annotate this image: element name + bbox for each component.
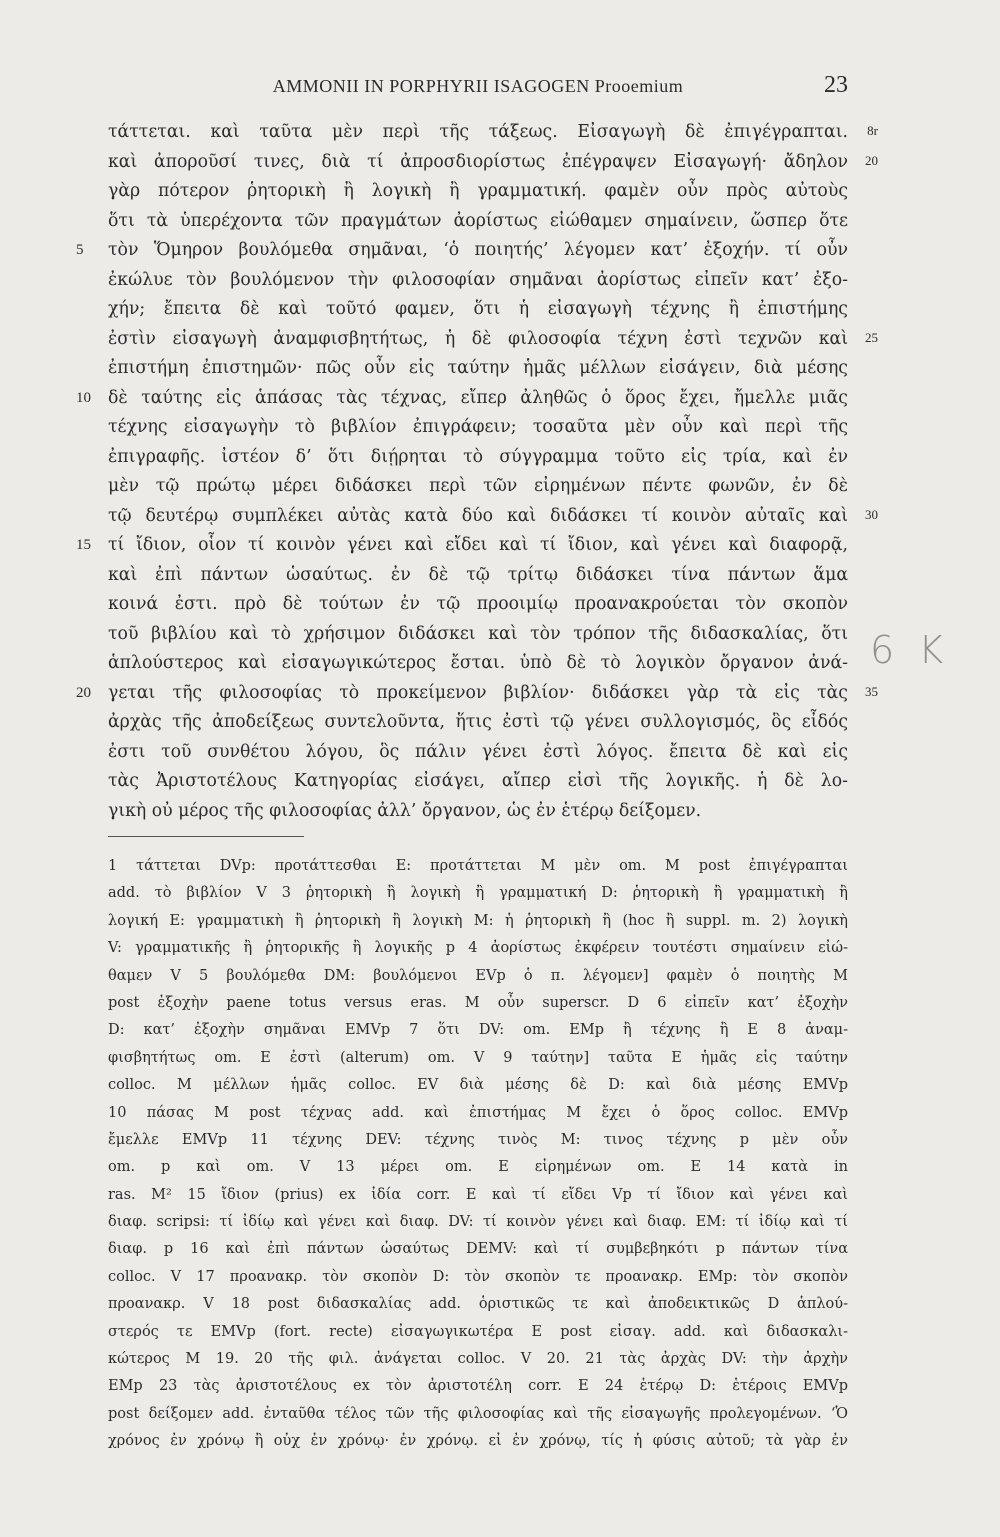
apparatus-line: στερός τε EMVp (fort. recte) εἰσαγωγικωτέρα E post εἰσαγ. add. καὶ διδασκαλι- [108, 1323, 848, 1340]
apparatus-line: ras. M² 15 ἴδιον (prius) ex ἰδία corr. E καὶ τί εἴδει Vp τί ἴδιον καὶ γένει καὶ [108, 1186, 848, 1203]
text-line [76, 384, 848, 414]
text-line [108, 620, 848, 650]
line-text: ἐπιγραφῆς. ἰστέον δ’ ὅτι διῄρηται τὸ σύγγραμμα τοῦτο εἰς τρία, καὶ ἐν [108, 446, 848, 467]
critical-apparatus [108, 853, 848, 1456]
line-text: τὸν Ὅμηρον βουλόμεθα σημᾶναι, ‘ὁ ποιητής’ λέγομεν κατ’ ἐξοχήν. τί οὖν [108, 240, 848, 260]
text-line [108, 767, 848, 797]
apparatus-line: add. τὸ βιβλίον V 3 ῥητορικὴ ἢ λογικὴ ἢ γραμματική D: ῥητορικὴ ἢ γραμματικὴ ἢ [108, 885, 848, 902]
text-line [108, 118, 878, 148]
line-text: γεται τῆς φιλοσοφίας τὸ προκείμενον βιβλίον· διδάσκει γὰρ τὰ εἰς τὰς [108, 682, 848, 703]
apparatus-line: διαφ. p 16 καὶ ἐπὶ πάντων ὡσαύτως DEMV: καὶ τί συμβεβηκότι p πάντων τίνα [108, 1241, 848, 1258]
text-line [108, 472, 848, 502]
text-line [108, 502, 878, 532]
line-number-left: 20 [76, 684, 91, 701]
apparatus-line: ἔμελλε EMVp 11 τέχνης DEV: τέχνης τινὸς M: τινος τέχνης p μὲν οὖν [108, 1131, 848, 1148]
line-text: ἐκώλυε τὸν βουλόμενον τὴν φιλοσοφίαν σημᾶναι ἀορίστως εἰπεῖν κατ’ ἐξο- [108, 269, 848, 290]
apparatus-line: 10 πάσας M post τέχνας add. καὶ ἐπιστήμας M ἔχει ὁ ὅρος colloc. EMVp [108, 1104, 848, 1121]
line-text: καὶ ἐπὶ πάντων ὡσαύτως. ἐν δὲ τῷ τρίτῳ διδάσκει τίνα πάντων ἅμα [108, 564, 848, 585]
apparatus-line: φισβητήτως om. E ἐστὶ (alterum) om. V 9 ταύτην] ταῦτα E ἡμᾶς εἰς ταύτην [108, 1049, 848, 1066]
line-text: τῷ δευτέρῳ συμπλέκει αὐτὰς κατὰ δύο καὶ διδάσκει τί κοινὸν αὐταῖς καὶ [108, 505, 848, 526]
line-number-right: 25 [865, 329, 878, 345]
apparatus-line: διαφ. scripsi: τί ἰδίῳ καὶ γένει καὶ διαφ. DV: τί κοινὸν γένει καὶ διαφ. EM: τί ἰδίῳ καὶ τί [108, 1214, 848, 1231]
apparatus-line: D: κατ’ ἐξοχὴν σημᾶναι EMVp 7 ὅτι DV: om. EMp ἢ τέχνης ἢ E 8 ἀναμ- [108, 1022, 848, 1039]
line-text: κοινά ἐστι. πρὸ δὲ τούτων ἐν τῷ προοιμίῳ προανακρούεται τὸν σκοπὸν [108, 594, 848, 614]
line-text: χήν; ἔπειτα δὲ καὶ τοῦτό φαμεν, ὅτι ἡ εἰσαγωγὴ τέχνης ἢ ἐπιστήμης [108, 299, 848, 319]
text-line [108, 797, 848, 827]
apparatus-line: colloc. V 17 προανακρ. τὸν σκοπὸν D: τὸν σκοπὸν τε προανακρ. EMp: τὸν σκοπὸν [108, 1268, 848, 1285]
text-line [76, 531, 848, 561]
line-text: τὰς Ἀριστοτέλους Κατηγορίας εἰσάγει, αἴπερ εἰσὶ τῆς λογικῆς. ἡ δὲ λο- [108, 771, 848, 791]
line-text: τοῦ βιβλίου καὶ τὸ χρήσιμον διδάσκει καὶ τὸν τρόπον τῆς διδασκαλίας, ὅτι [108, 623, 848, 644]
header-title: AMMONII IN PORPHYRII ISAGOGEN Prooemium [272, 76, 684, 96]
text-line [108, 443, 848, 473]
line-text: ἁπλούστερος καὶ εἰσαγωγικώτερος ἔσται. ὑπὸ δὲ τὸ λογικὸν ὄργανον ἀνά- [108, 653, 848, 673]
text-line [108, 561, 848, 591]
running-header [108, 72, 848, 104]
line-text: ἐστι τοῦ συνθέτου λόγου, ὃς πάλιν γένει ἐστὶ λόγος. ἔπειτα δὲ καὶ εἰς [108, 741, 848, 762]
apparatus-line: colloc. M μέλλων ἡμᾶς colloc. EV διὰ μέσης δὲ D: καὶ διὰ μέσης EMVp [108, 1077, 848, 1094]
line-number-left: 15 [76, 537, 91, 553]
text-line [108, 649, 848, 679]
line-text: τέχνης εἰσαγωγὴν τὸ βιβλίον ἐπιγράφειν; τοσαῦτα μὲν οὖν καὶ περὶ τῆς [108, 417, 848, 437]
text-line [108, 354, 848, 384]
line-text: τάττεται. καὶ ταῦτα μὲν περὶ τῆς τάξεως. Εἰσαγωγὴ δὲ ἐπιγέγραπται. [108, 122, 848, 142]
text-line [108, 148, 878, 178]
text-line [76, 679, 878, 709]
footnote-rule [108, 836, 304, 837]
text-line [108, 590, 848, 620]
handwritten-margin-note: 6 K [870, 628, 950, 672]
text-line [108, 413, 848, 443]
text-line [108, 266, 848, 296]
apparatus-line: 1 τάττεται DVp: προτάττεσθαι E: προτάττεται M μὲν om. M post ἐπιγέγραπται [108, 858, 848, 874]
line-text: γὰρ πότερον ῥητορικὴ ἢ λογικὴ ἢ γραμματική. φαμὲν οὖν πρὸς αὐτοὺς [108, 181, 848, 201]
line-text: ἐπιστήμη ἐπιστημῶν· πῶς οὖν εἰς ταύτην ἡμᾶς μέλλων εἰσάγειν, διὰ μέσης [108, 358, 848, 378]
line-number-right: 20 [865, 152, 878, 168]
apparatus-line: V: γραμματικῆς ἢ ῥητορικῆς ἢ λογικῆς p 4 ἀορίστως ἐκφέρειν τουτέστι σημαίνειν εἰώ- [108, 940, 848, 957]
line-number-right: 35 [865, 683, 878, 699]
text-line [108, 325, 878, 355]
text-line [76, 236, 848, 266]
line-number-left: 5 [76, 242, 84, 258]
line-text: ὅτι τὰ ὑπερέχοντα τῶν πραγμάτων ἀορίστως εἰώθαμεν σημαίνειν, ὥσπερ ὅτε [108, 210, 848, 231]
apparatus-line: om. p καὶ om. V 13 μέρει om. E εἰρημένων om. E 14 κατὰ in [108, 1159, 848, 1176]
text-line [108, 708, 848, 738]
line-text: ἐστὶν εἰσαγωγὴ ἀναμφισβητήτως, ἡ δὲ φιλοσοφία τέχνη ἐστὶ τεχνῶν καὶ [108, 328, 848, 349]
line-number-right: 30 [865, 506, 878, 522]
main-text [76, 118, 878, 826]
line-number-right: 8r [867, 123, 878, 138]
apparatus-line: λογική E: γραμματικὴ ἢ ῥητορικὴ ἢ λογικὴ M: ἡ ῥητορικὴ ἢ (hoc ἢ suppl. m. 2) λογικὴ [108, 912, 848, 929]
line-text: δὲ ταύτης εἰς ἁπάσας τὰς τέχνας, εἴπερ ἀληθῶς ὁ ὅρος ἔχει, ἤμελλε μιᾶς [108, 387, 848, 408]
text-line [108, 177, 848, 207]
apparatus-line: EMp 23 τὰς ἀριστοτέλους ex τὸν ἀριστοτέλη corr. E 24 ἑτέρῳ D: ἑτέροις EMVp [108, 1378, 848, 1395]
text-line [108, 295, 848, 325]
text-line [108, 207, 848, 237]
apparatus-line: χρόνος ἐν χρόνῳ ἢ οὐχ ἐν χρόνῳ· ἐν χρόνῳ. εἰ ἐν χρόνῳ, τίς ἡ φύσις αὐτοῦ; τὰ γὰρ ἐν [108, 1433, 848, 1450]
line-text: μὲν τῷ πρώτῳ μέρει διδάσκει περὶ τῶν εἰρημένων πέντε φωνῶν, ἐν δὲ [108, 476, 848, 496]
text-line [108, 738, 848, 768]
line-text: γικὴ οὐ μέρος τῆς φιλοσοφίας ἀλλ’ ὄργανον, ὡς ἐν ἑτέρῳ δείξομεν. [108, 800, 702, 821]
apparatus-line: κώτερος M 19. 20 τῆς φιλ. ἀνάγεται colloc. V 20. 21 τὰς ἀρχὰς DV: τὴν ἀρχὴν [108, 1351, 848, 1368]
line-number-left: 10 [76, 389, 91, 406]
apparatus-line: post ἐξοχὴν paene totus versus eras. M οὖν superscr. D 6 εἰπεῖν κατ’ ἐξοχὴν [108, 994, 848, 1011]
line-text: ἀρχὰς τῆς ἀποδείξεως συντελοῦντα, ἥτις ἐστὶ τῷ γένει συλλογισμός, ὃς εἶδός [108, 712, 848, 732]
apparatus-line: προανακρ. V 18 post διδασκαλίας add. ὁριστικῶς τε καὶ ἀποδεικτικῶς D ἁπλού- [108, 1296, 848, 1313]
page-number: 23 [824, 72, 848, 98]
apparatus-line: θαμεν V 5 βουλόμεθα DM: βουλόμενοι EVp ὁ π. λέγομεν] φαμὲν ὁ ποιητὴς M [108, 967, 848, 984]
line-text: καὶ ἀποροῦσί τινες, διὰ τί ἀπροσδιορίστως ἐπέγραψεν Εἰσαγωγή· ἄδηλον [108, 151, 848, 172]
line-text: τί ἴδιον, οἷον τί κοινὸν γένει καὶ εἴδει καὶ τί ἴδιον, καὶ γένει καὶ διαφορᾷ, [108, 535, 848, 555]
apparatus-line: post δείξομεν add. ἐνταῦθα τέλος τῶν τῆς φιλοσοφίας καὶ τῆς εἰσαγωγῆς προλεγομένων. ‘Ὁ [108, 1405, 848, 1422]
